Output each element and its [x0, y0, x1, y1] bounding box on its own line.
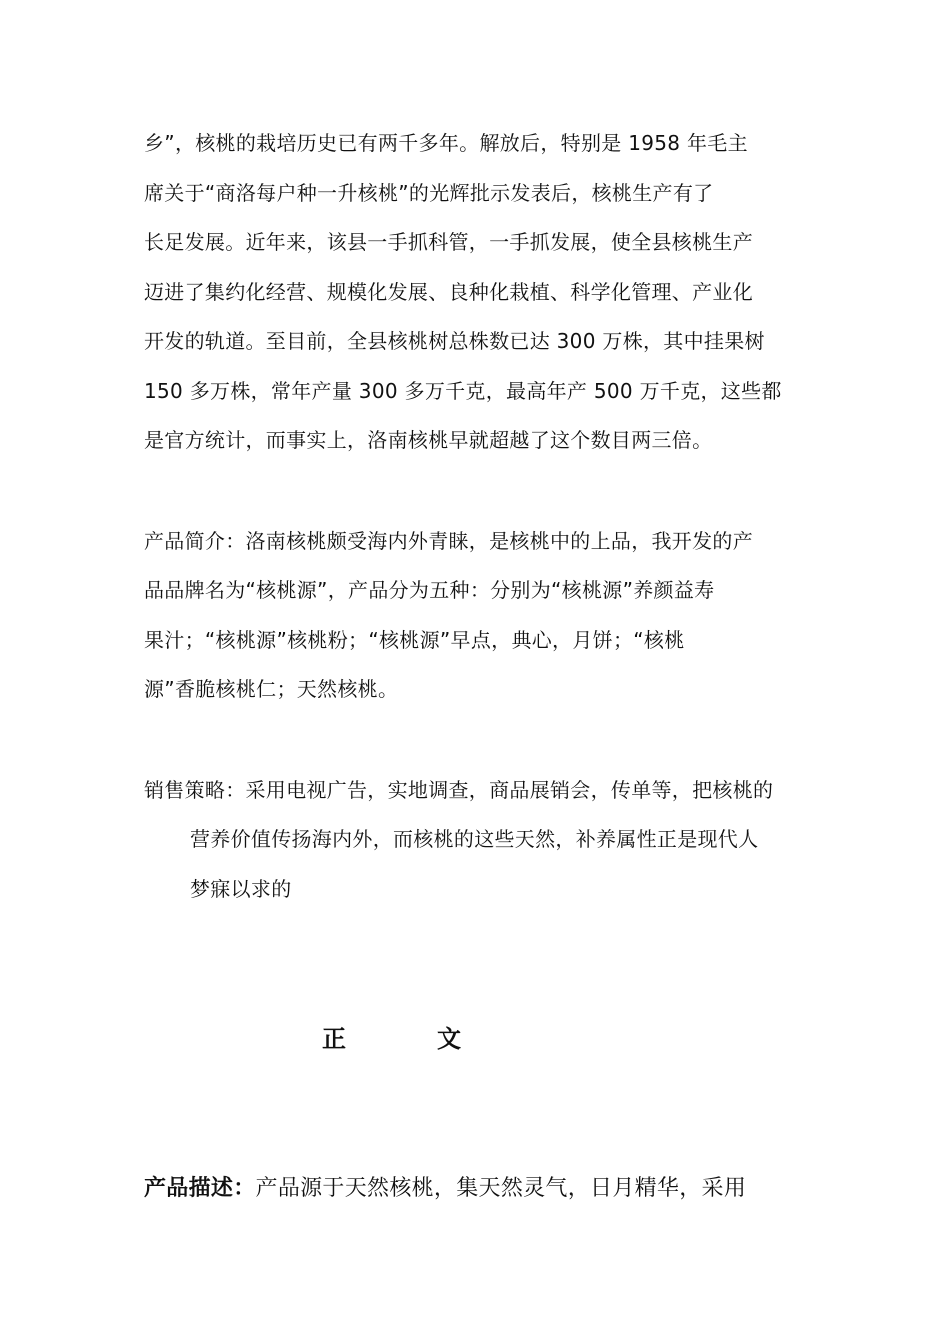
product-intro-line: 果汁；“核桃源”核桃粉；“核桃源”早点，典心，月饼；“核桃: [144, 628, 685, 652]
sales-strategy-line: 销售策略：采用电视广告，实地调查，商品展销会，传单等，把核桃的: [144, 778, 774, 802]
intro-line: 150 多万株，常年产量 300 多万千克，最高年产 500 万千克，这些都: [144, 379, 782, 403]
intro-line: 迈进了集约化经营、规模化发展、良种化栽植、科学化管理、产业化: [144, 280, 753, 304]
intro-line: 乡”，核桃的栽培历史已有两千多年。解放后，特别是 1958 年毛主: [144, 131, 748, 155]
section-heading-char-1: 正: [322, 1025, 346, 1053]
product-description-text: 产品源于天然核桃，集天然灵气，日月精华，采用: [255, 1176, 747, 1201]
product-intro-line: 源”香脆核桃仁；天然核桃。: [144, 677, 399, 701]
intro-line: 席关于“商洛每户种一升核桃”的光辉批示发表后，核桃生产有了: [144, 181, 714, 205]
sales-strategy-line: 梦寐以求的: [190, 877, 292, 901]
section-heading-char-2: 文: [437, 1025, 461, 1053]
product-description: [144, 1175, 809, 1203]
intro-line: 开发的轨道。至目前，全县核桃树总株数已达 300 万株，其中挂果树: [144, 329, 765, 353]
product-intro-line: 品品牌名为“核桃源”，产品分为五种：分别为“核桃源”养颜益寿: [144, 578, 715, 602]
intro-line: 是官方统计，而事实上，洛南核桃早就超越了这个数目两三倍。: [144, 428, 713, 452]
product-intro-line: 产品简介：洛南核桃颇受海内外青睐，是核桃中的上品，我开发的产: [144, 529, 753, 553]
product-description-label: 产品描述：: [144, 1176, 256, 1201]
intro-line: 长足发展。近年来，该县一手抓科管，一手抓发展，使全县核桃生产: [144, 230, 753, 254]
sales-strategy-line: 营养价值传扬海内外，而核桃的这些天然，补养属性正是现代人: [190, 827, 759, 851]
